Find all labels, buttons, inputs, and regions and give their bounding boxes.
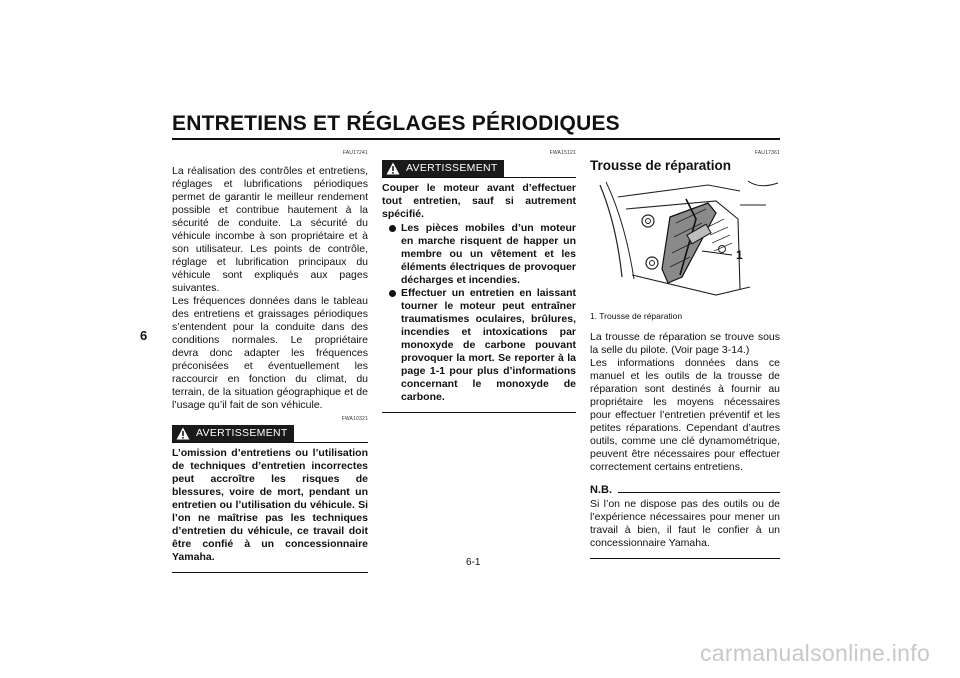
intro-paragraph: La réalisation des contrôles et entretiens, réglages et lubrifications périodiques permet de garantir le meilleur rendement possible et contribue hautement à la sécurité de conduite. La sécurité du véhicule incombe à son propriétaire et à son utilisateur. Les points de contrôle, réglage et lubrification principaux du véhicule sont expliqués aux pages suivantes. xyxy=(172,165,368,294)
body-paragraph: La trousse de réparation se trouve sous la selle du pilote. (Voir page 3-14.) xyxy=(590,331,780,356)
list-item: Les pièces mobiles d’un moteur en marche risquent de happer un membre ou un vêtement et les éléments électriques de provoquer décharges et incendies. xyxy=(387,222,576,287)
column-2 xyxy=(382,150,576,413)
intro-paragraph: Les fréquences données dans le tableau des entretiens et graissages périodiques s’entendent pour la conduite dans des conditions normales. Le propriétaire devra donc adapter les fréquences préconisées et éventuellement les raccourcir en fonction du climat, du terrain, de la situation géographique et de l’usage qu’il fait de son véhicule. xyxy=(172,295,368,411)
warning-triangle-icon xyxy=(176,427,190,440)
note-header xyxy=(590,484,780,496)
section-title: Trousse de réparation xyxy=(590,158,732,173)
note-text: Si l’on ne dispose pas des outils ou de l’expérience nécessaires pour mener un travail à bien, il faut le confier à un concessionnaire Yamaha. xyxy=(590,498,780,549)
repair-kit-figure xyxy=(590,179,780,307)
warning-header xyxy=(382,159,576,178)
chapter-tab: 6 xyxy=(140,328,148,343)
warning-text: L’omission d’entretiens ou l’utilisation de techniques d’entretien incorrectes peut accroître les risques de blessures, voire de mort, pendant un entretien ou l’utilisation du véhicule. Si l’on ne maîtrise pas les techniques d’entretien du véhicule, ce travail doit être confié à un concessionnaire Yamaha. xyxy=(172,447,368,563)
warning-badge xyxy=(382,160,504,177)
warning-label: AVERTISSEMENT xyxy=(196,427,288,439)
body-text xyxy=(590,331,780,474)
warning-badge xyxy=(172,425,294,442)
figure-caption: 1. Trousse de réparation xyxy=(590,311,683,321)
note-end-rule xyxy=(590,558,780,559)
figure-callout: 1 xyxy=(736,248,743,262)
warning-lead: Couper le moteur avant d’effectuer tout entretien, sauf si autrement spécifié. xyxy=(382,182,576,220)
body-paragraph: Les informations données dans ce manuel et les outils de la trousse de réparation sont destinés à fournir au propriétaire les moyens nécessaires pour effectuer l’entretien préventif et les petites réparations. Cependant d’autres outils, comme une clé dynamométrique, peuvent être nécessaires pour effectuer correctement certains entretiens. xyxy=(590,357,780,473)
column-3 xyxy=(590,150,780,559)
reference-code: FWA10321 xyxy=(341,416,368,422)
note-rule xyxy=(618,492,780,493)
reference-code: FAU17241 xyxy=(342,150,368,156)
warning-bullet-list xyxy=(382,222,576,404)
warning-label: AVERTISSEMENT xyxy=(406,162,498,174)
warning-end-rule xyxy=(172,572,368,573)
note-label: N.B. xyxy=(590,484,612,496)
list-item: Effectuer un entretien en laissant tourner le moteur peut entraîner traumatismes oculaires, brûlures, incendies et intoxications par monoxyde de carbone pouvant provoquer la mort. Se reporter à la page 1-1 pour plus d’informations concernant le monoxyde de carbone. xyxy=(387,287,576,404)
watermark: carmanualsonline.info xyxy=(700,640,931,666)
page-number: 6-1 xyxy=(466,557,481,568)
column-1 xyxy=(172,150,368,573)
reference-code: FAU17361 xyxy=(754,150,780,156)
intro-text xyxy=(172,165,368,412)
page-title: ENTRETIENS ET RÉGLAGES PÉRIODIQUES xyxy=(172,112,620,135)
warning-triangle-icon xyxy=(386,162,400,175)
reference-code: FWA15121 xyxy=(549,150,576,156)
title-rule xyxy=(172,138,780,140)
warning-end-rule xyxy=(382,412,576,413)
warning-header xyxy=(172,424,368,443)
